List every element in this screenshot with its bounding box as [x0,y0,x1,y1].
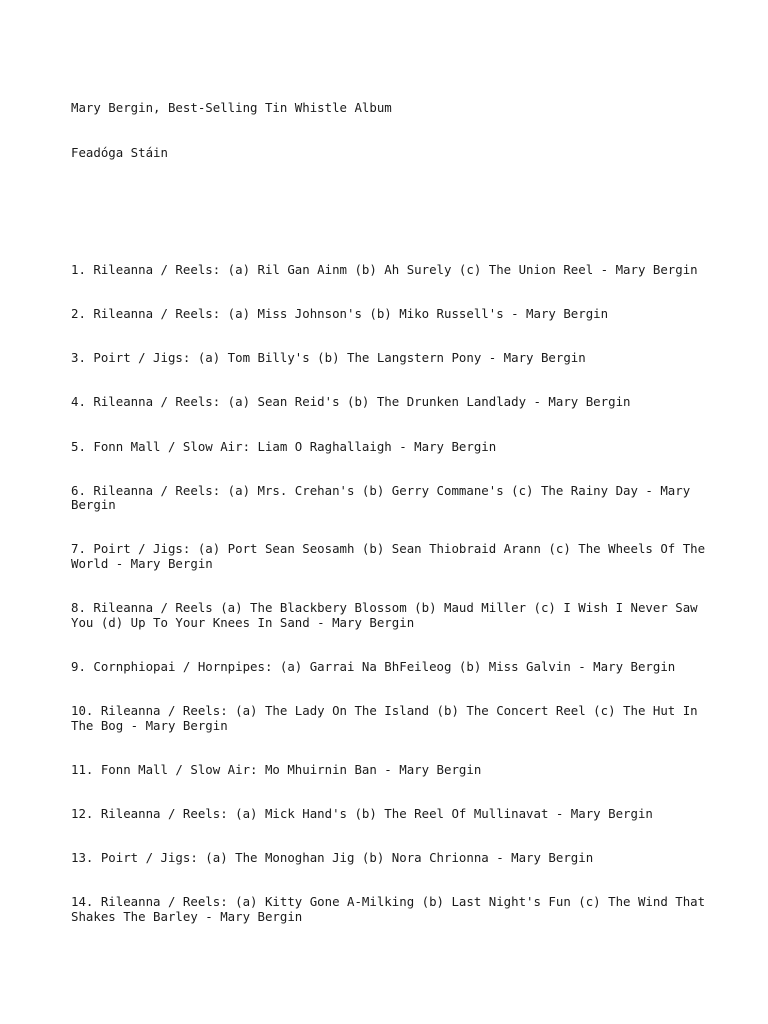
document-page [71,72,711,969]
track-item: 1. Rileanna / Reels: (a) Ril Gan Ainm (b) Ah Surely (c) The Union Reel - Mary Bergin [71,262,698,278]
track-item: 14. Rileanna / Reels: (a) Kitty Gone A-Milking (b) Last Night's Fun (c) The Wind That Shakes The Barley - Mary Bergin [71,894,713,925]
track-item: 9. Cornphiopai / Hornpipes: (a) Garrai Na BhFeileog (b) Miss Galvin - Mary Bergin [71,659,676,675]
track-item: 6. Rileanna / Reels: (a) Mrs. Crehan's (b) Gerry Commane's (c) The Rainy Day - Mary Bergin [71,482,698,513]
blank-line [71,190,711,205]
track-item: 10. Rileanna / Reels: (a) The Lady On The Island (b) The Concert Reel (c) The Hut In The Bog - Mary Bergin [71,703,706,733]
track-item: 7. Poirt / Jigs: (a) Port Sean Seosamh (b) Sean Thiobraid Arann (c) The Wheels Of The World - Mary Bergin [71,541,713,572]
track-item: 5. Fonn Mall / Slow Air: Liam O Raghallaigh - Mary Bergin [71,438,497,454]
track-item: 8. Rileanna / Reels (a) The Blackbery Blossom (b) Maud Miller (c) I Wish I Never Saw You (d) Up To Your Knees In Sand - Mary Bergin [71,600,706,630]
track-item: 12. Rileanna / Reels: (a) Mick Hand's (b) The Reel Of Mullinavat - Mary Bergin [71,806,653,822]
document-title: Mary Bergin, Best-Selling Tin Whistle Album [71,100,392,116]
track-list [71,234,711,954]
track-item: 4. Rileanna / Reels: (a) Sean Reid's (b) The Drunken Landlady - Mary Bergin [71,394,631,410]
track-item: 11. Fonn Mall / Slow Air: Mo Mhuirnin Ban - Mary Bergin [71,762,482,778]
track-item: 2. Rileanna / Reels: (a) Miss Johnson's (b) Miko Russell's - Mary Bergin [71,306,609,322]
track-item: 3. Poirt / Jigs: (a) Tom Billy's (b) The Langstern Pony - Mary Bergin [71,350,586,366]
track-item: 13. Poirt / Jigs: (a) The Monoghan Jig (b) Nora Chrionna - Mary Bergin [71,850,594,866]
document-subtitle: Feadóga Stáin [71,144,168,160]
